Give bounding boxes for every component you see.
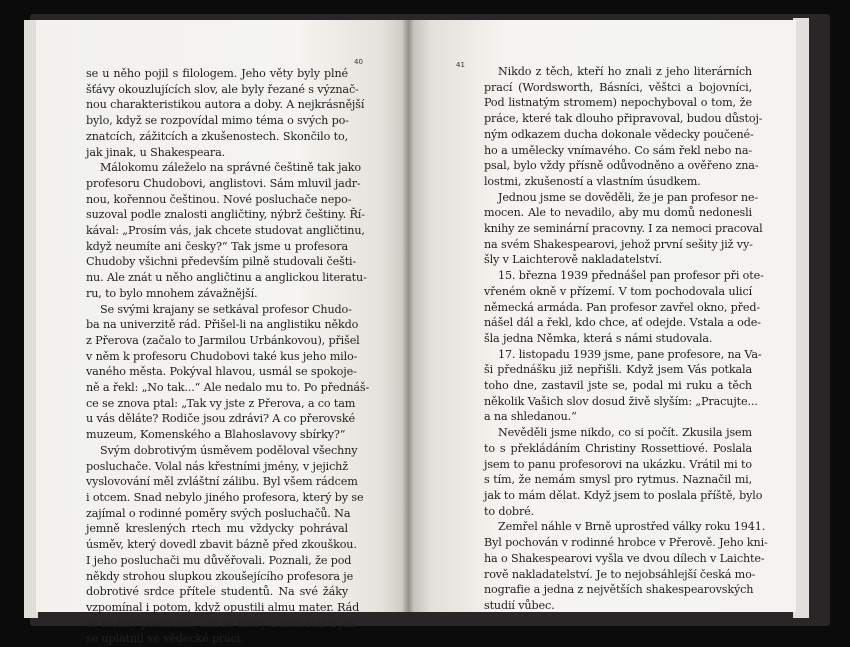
text-line: toho dne, zastavil jste se, podal mi ruku a těch [484,379,752,393]
text-line: posluchače. Volal nás křestními jmény, v jejichž [86,459,348,473]
text-line: prací (Wordsworth, Básníci, věštci a bojovníci, [484,80,752,94]
text-line: lostmi, zkušeností a vlastním úsudkem. [484,174,701,188]
left-page-text [86,66,370,647]
text-line: nu. Ale znát u něho angličtinu a anglickou literatu- [86,271,367,285]
text-line: Svým dobrotivým úsměvem poděloval všechny [100,443,358,457]
text-line: bylo, když se rozpovídal mimo téma o svých po- [86,114,349,128]
text-line: nášel dál a řekl, kdo chce, ať odejde. Vstala a ode- [484,316,761,330]
right-page-number: 41 [456,61,465,69]
text-line: nou, kořennou češtinou. Nové posluchače nepo- [86,192,352,206]
text-line: ha o Shakespearovi vyšla ve dvou dílech v Laichte- [484,551,765,565]
text-line: se leckdy pochlubil, čím se který z nich stal a jak [86,616,356,630]
text-line: a na shledanou.“ [484,410,577,424]
text-line: i otcem. Snad nebylo jiného profesora, který by se [86,490,364,504]
text-line: profesoru Chudobovi, anglistovi. Sám mluvil jadr- [86,176,361,190]
text-line: někdy strohou slupkou zkoušejícího profesora je [86,569,354,583]
text-line: z Přerova (začalo to Jarmilou Urbánkovou), přišel [86,333,360,347]
text-line: se uplatnil ve vědecké práci. [86,632,244,646]
text-line: Jednou jsme se dověděli, že je pan profesor ne- [498,190,759,204]
text-line: znatcích, zážitcích a zkušenostech. Skončilo to, [86,129,348,143]
text-line: s tím, že nemám smysl pro rytmus. Naznačil mi, [484,473,752,487]
text-line: 15. března 1939 přednášel pan profesor při ote- [498,269,764,283]
text-line: v něm k profesoru Chudobovi také kus jeho milo- [86,349,358,363]
text-line: muzeum, Komenského a Blahoslavovy sbírky?“ [86,428,346,442]
text-line: jak jinak, u Shakespeara. [86,145,226,159]
text-line: kával: „Prosím vás, jak chcete studovat angličtinu, [86,224,365,238]
text-line: knihy ze seminární pracovny. I za nemoci pracoval [484,222,763,236]
text-line: šťávy okouzlujících slov, ale byly řezané s význač- [86,82,359,96]
book-gutter [402,20,414,612]
text-line: ši přednášku již nepřišli. Když jsem Vás potkala [484,363,752,377]
text-line: vzpomínal i potom, když opustili almu mater. Rád [86,600,360,614]
text-line: u vás děláte? Rodiče jsou zdrávi? A co přerovské [86,412,355,426]
text-line: německá armáda. Pan profesor zavřel okno, před- [484,300,760,314]
text-line: ba na univerzitě rád. Přišel-li na anglistiku někdo [86,318,359,332]
text-line: Chudoby všichni především pilně studovali češti- [86,255,357,269]
text-line: vyslovování měl zvláštní zálibu. Byl všem rádcem [86,475,358,489]
text-line: jak to mám dělat. Když jsem to poslala příště, bylo [484,488,763,502]
text-line: práce, které tak dlouho připravoval, budou důstoj- [484,112,763,126]
text-line: to s překládáním Christiny Rossettiové. Poslala [484,441,752,455]
text-line: se u něho pojil s filologem. Jeho věty byly plné [86,67,348,80]
text-line: Byl pochován v rodinné hrobce v Přerově. Jeho kni- [484,536,768,550]
text-line: Se svými krajany se setkával profesor Chudo- [100,302,352,316]
text-line: úsměv, který dovedl zbavit bázně před zkouškou. [86,538,357,552]
text-line: ně a řekl: „No tak...“ Ale nedalo mu to. Po přednáš- [86,381,370,395]
left-page [36,20,408,646]
text-line: ce se znova ptal: „Tak vy jste z Přerova, a co tam [86,396,356,410]
text-line: Zemřel náhle v Brně uprostřed války roku 1941. [498,520,766,534]
text-line: šla jedna Němka, která s námi studovala. [484,331,713,345]
text-line: jsem to panu profesorovi na ukázku. Vrátil mi to [484,457,752,471]
text-line: to dobré. [484,504,535,518]
text-line: Nikdo z těch, kteří ho znali z jeho literárních [498,65,752,78]
text-line: Pod listnatým stromem) nepochyboval o tom, že [484,96,752,110]
text-line: šly v Laichterově nakladatelství. [484,253,663,267]
text-line: několik Vašich slov dosud živě slyším: „Pracujte... [484,394,758,408]
text-line: 17. listopadu 1939 jsme, pane profesore, na Va- [498,347,762,361]
text-line: I jeho posluchači mu důvěřovali. Poznali, že pod [86,553,352,567]
text-line: nou charakteristikou autora a doby. A nejkrásnější [86,98,365,112]
text-line: Málokomu záleželo na správné češtině tak jako [100,161,362,175]
text-line: suzoval podle znalosti angličtiny, nýbrž češtiny. Ří- [86,208,365,222]
text-line: rově nakladatelství. Je to nejobsáhlejší česká mo- [484,567,756,581]
text-line: nografie a jedna z největších shakespearovských [484,583,754,597]
text-line: vaného města. Pokýval hlavou, usmál se spokoje- [86,365,357,379]
text-line: studií vůbec. [484,598,555,612]
text-line: na svém Shakespearovi, jehož první sešity již vy- [484,237,753,251]
right-page [408,20,796,612]
text-line: dobrotivé srdce přítele studentů. Na své žáky [86,585,348,599]
text-line: ným odkazem ducha dokonale vědecky poučené- [484,127,754,141]
text-line: Nevěděli jsme nikdo, co si počít. Zkusila jsem [498,426,752,440]
text-line: jemně kreslených rtech mu vždycky pohrával [86,522,348,536]
text-line: zajímal o rodinné poměry svých posluchačů. Na [86,506,351,520]
text-line: vřeném okně v přízemí. V tom pochodovala ulicí [484,284,752,298]
text-line: psal, bylo vždy přísně odůvodněno a ověřeno zna- [484,159,759,173]
right-page-text [484,64,768,614]
left-page-number: 40 [354,58,363,66]
text-line: když neumíte ani česky?“ Tak jsme u profesora [86,239,348,253]
text-line: ho a umělecky vnímavého. Co sám řekl nebo na- [484,143,752,157]
text-line: mocen. Ale to nevadilo, aby mu domů nedonesli [484,206,752,220]
text-line: ru, to bylo mnohem závažnější. [86,286,258,300]
